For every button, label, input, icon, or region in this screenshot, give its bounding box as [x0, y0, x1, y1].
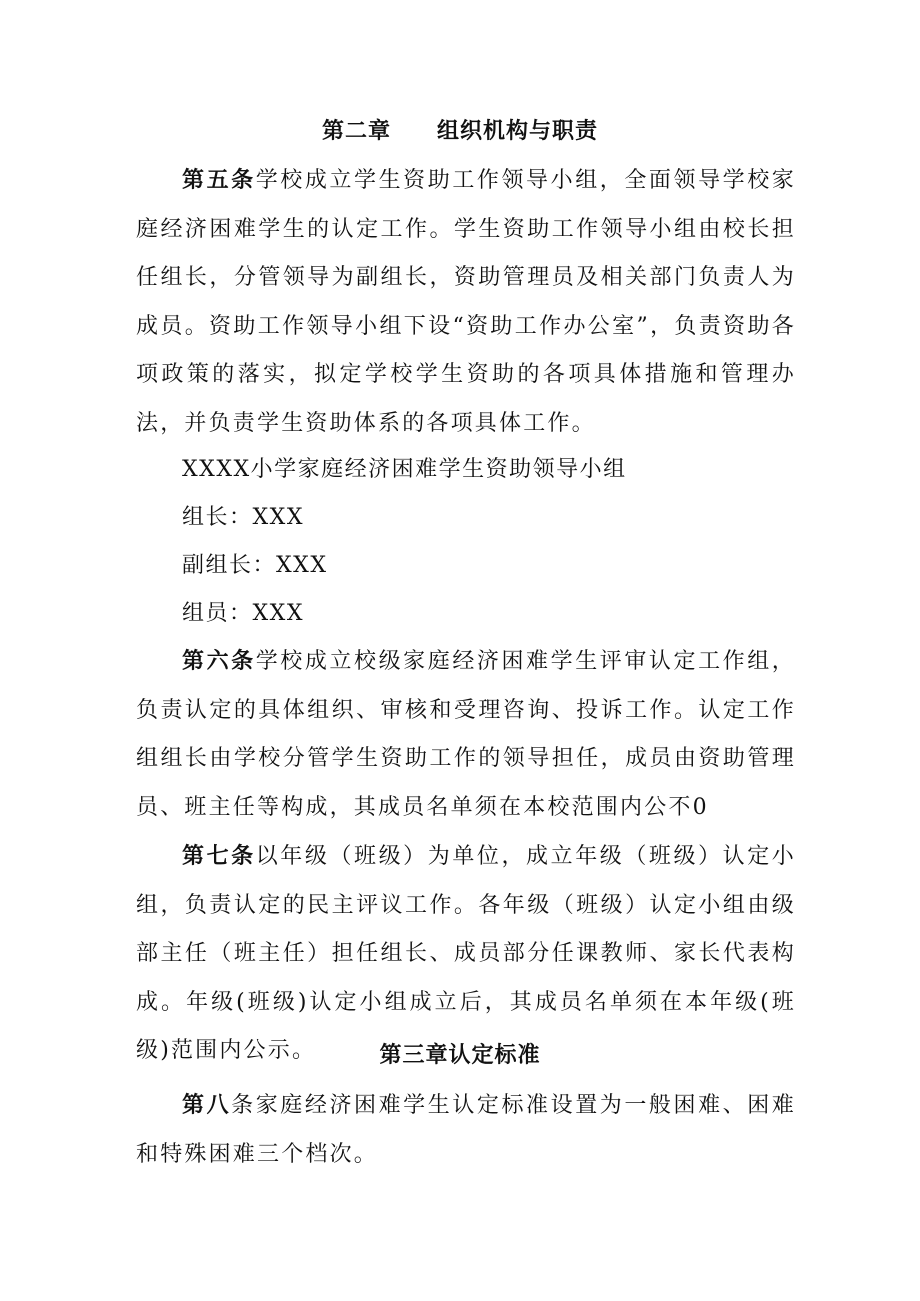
- article-8-label: 第八: [182, 1092, 232, 1118]
- article-7-label: 第七条: [182, 843, 256, 869]
- group-leader: 组长：XXX: [182, 505, 304, 530]
- article-8-text: 条家庭经济困难学生认定标准设置为一般困难、困难和特殊困难三个档次。: [136, 1093, 796, 1167]
- article-6-paragraph: [136, 637, 796, 832]
- article-5-paragraph: [136, 156, 796, 449]
- article-8-paragraph: [136, 1081, 796, 1179]
- article-5-label: 第五条: [182, 167, 256, 193]
- article-6-label: 第六条: [182, 648, 256, 674]
- group-name: XXXX小学家庭经济困难学生资助领导小组: [182, 457, 627, 482]
- group-members: 组员：XXX: [182, 601, 304, 626]
- group-vice-leader: 副组长：XXX: [182, 553, 328, 578]
- article-5-text: 学校成立学生资助工作领导小组，全面领导学校家庭经济困难学生的认定工作。学生资助工作领导小组由校长担任组长，分管领导为副组长，资助管理员及相关部门负责人为成员。资助工作领导小组下设“资助工作办公室”，负责资助各项政策的落实，拟定学校学生资助的各项具体措施和管理办法，并负责学生资助体系的各项具体工作。: [136, 168, 796, 436]
- article-6-text: 学校成立校级家庭经济困难学生评审认定工作组，负责认定的具体组织、审核和受理咨询、投诉工作。认定工作组组长由学校分管学生资助工作的领导担任，成员由资助管理员、班主任等构成，其成员名单须在本校范围内公不0: [136, 649, 796, 820]
- chapter-2-title: 第二章 组织机构与职责: [321, 118, 598, 144]
- article-7-text: 以年级（班级）为单位，成立年级（班级）认定小组，负责认定的民主评议工作。各年级（班级）认定小组由级部主任（班主任）担任组长、成员部分任课教师、家长代表构成。年级(班级)认定小组成立后，其成员名单须在本年级(班级)范围内公示。: [136, 844, 796, 1064]
- chapter-3-title: 第三章认定标准: [379, 1042, 541, 1068]
